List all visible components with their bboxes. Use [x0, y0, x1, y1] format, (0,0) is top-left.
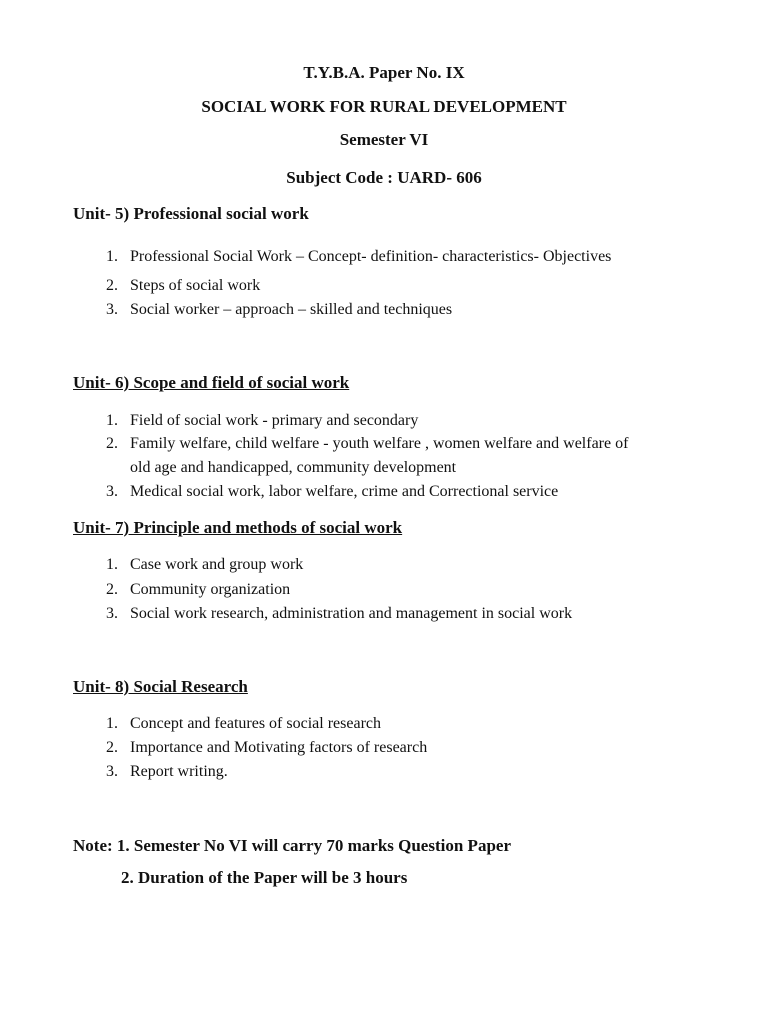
item-text-continuation: old age and handicapped, community development — [130, 459, 457, 476]
item-text: Concept and features of social research — [130, 715, 381, 732]
unit-6-heading: Unit- 6) Scope and field of social work — [73, 373, 350, 392]
course-title: SOCIAL WORK FOR RURAL DEVELOPMENT — [201, 97, 567, 116]
item-number: 2. — [106, 277, 118, 294]
item-number: 1. — [106, 715, 118, 732]
list-item — [106, 300, 452, 320]
list-item — [106, 482, 558, 502]
item-text: Family welfare, child welfare - youth welfare , women welfare and welfare of — [130, 435, 629, 452]
item-text: Report writing. — [130, 763, 228, 780]
list-item — [106, 604, 572, 624]
item-text: Field of social work - primary and secondary — [130, 412, 419, 429]
unit-5-heading: Unit- 5) Professional social work — [73, 204, 309, 223]
list-item — [106, 276, 260, 296]
list-item — [106, 411, 418, 431]
unit-8-heading: Unit- 8) Social Research — [73, 677, 248, 696]
item-number: 3. — [106, 483, 118, 500]
item-number: 3. — [106, 763, 118, 780]
unit-7-heading: Unit- 7) Principle and methods of social work — [73, 518, 403, 537]
item-text: Case work and group work — [130, 556, 304, 573]
subject-code: Subject Code : UARD- 606 — [286, 168, 482, 187]
semester-label: Semester VI — [339, 130, 429, 149]
item-text: Social work research, administration and management in social work — [130, 605, 573, 622]
item-number: 1. — [106, 412, 118, 429]
list-item — [106, 738, 427, 758]
list-item — [106, 247, 611, 267]
list-item — [106, 555, 303, 575]
item-text: Importance and Motivating factors of research — [130, 739, 428, 756]
list-item — [106, 762, 228, 782]
list-item — [106, 714, 381, 734]
item-number: 3. — [106, 301, 118, 318]
item-number: 2. — [106, 739, 118, 756]
note-line-2: 2. Duration of the Paper will be 3 hours — [121, 868, 408, 887]
list-item — [106, 434, 628, 454]
note-line-1: Note: 1. Semester No VI will carry 70 marks Question Paper — [73, 836, 511, 855]
item-text: Community organization — [130, 581, 291, 598]
list-item — [106, 580, 290, 600]
item-text: Medical social work, labor welfare, crime and Correctional service — [130, 483, 559, 500]
item-text: Social worker – approach – skilled and techniques — [130, 301, 453, 318]
item-number: 2. — [106, 581, 118, 598]
item-number: 1. — [106, 556, 118, 573]
item-number: 2. — [106, 435, 118, 452]
item-text: Steps of social work — [130, 277, 261, 294]
paper-title: T.Y.B.A. Paper No. IX — [303, 63, 465, 82]
item-number: 3. — [106, 605, 118, 622]
item-text: Professional Social Work – Concept- definition- characteristics- Objectives — [130, 248, 612, 265]
item-number: 1. — [106, 248, 118, 265]
